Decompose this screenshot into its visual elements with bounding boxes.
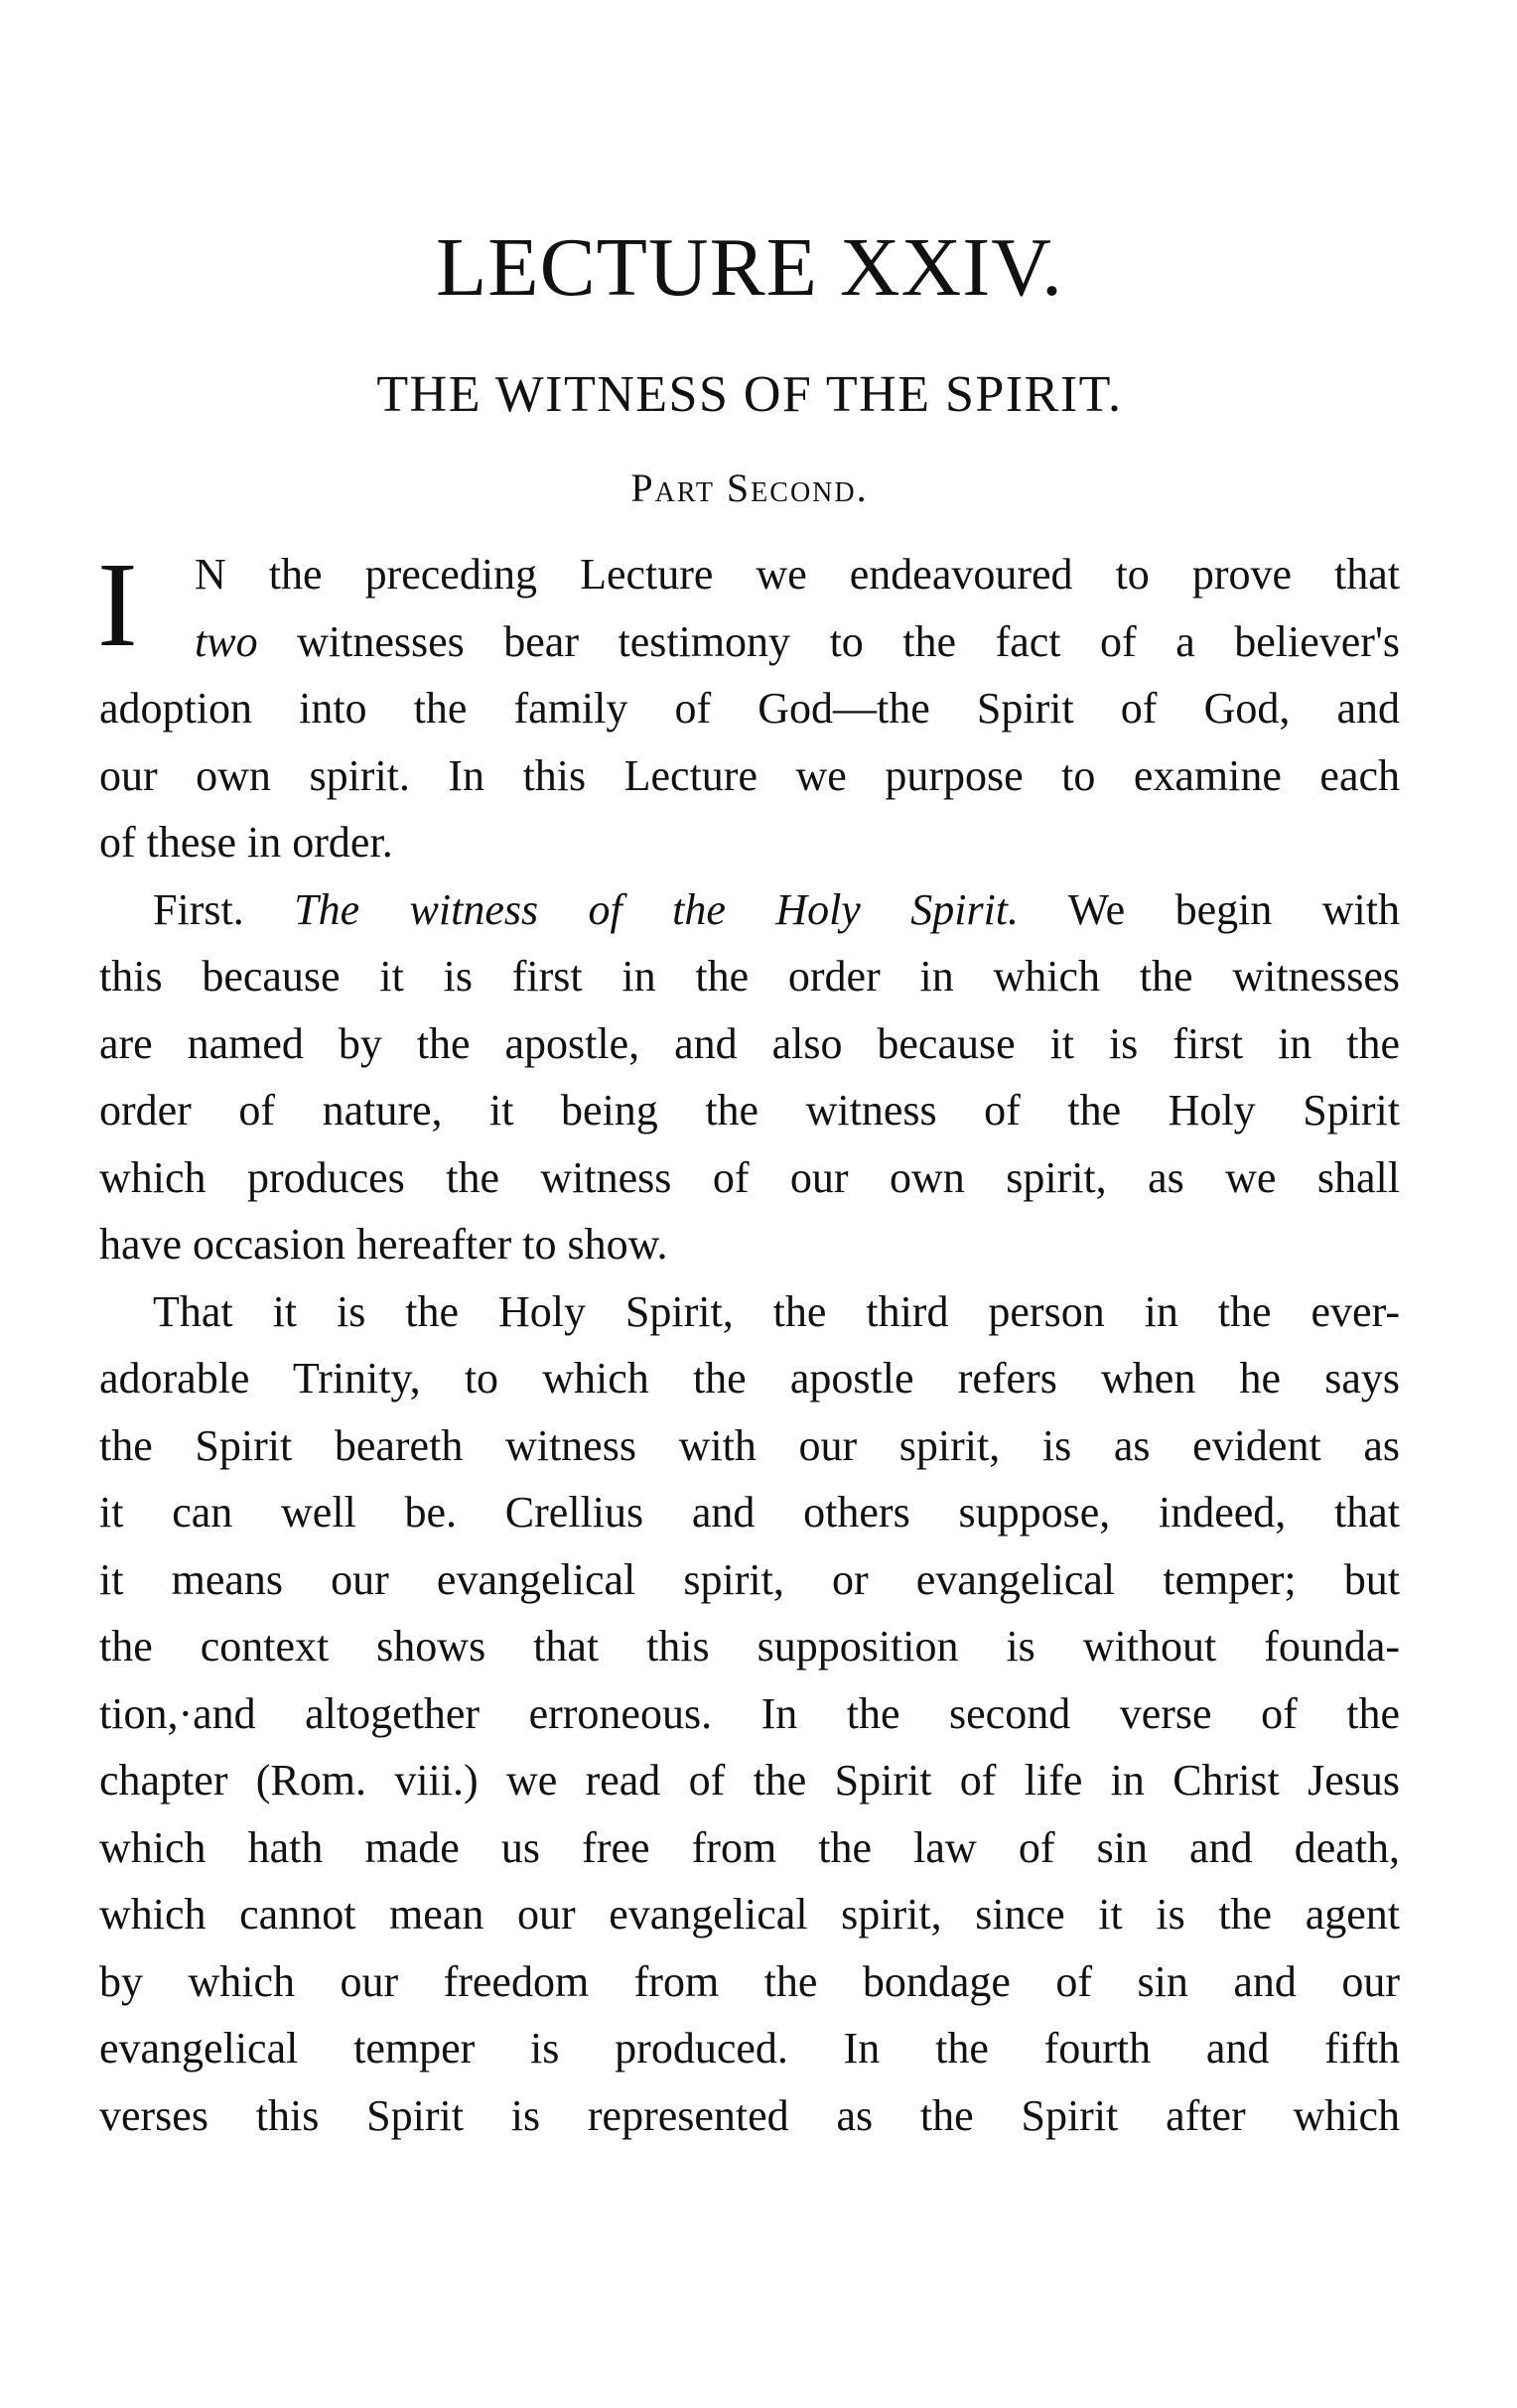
paragraph-3 xyxy=(99,1278,1400,2150)
text-line: two witnesses bear testimony to the fact of a believer's xyxy=(195,616,1400,666)
drop-cap: I xyxy=(97,538,138,672)
text-line: tion,·and altogether erroneous. In the second verse of the xyxy=(99,1688,1400,1738)
text-line: order of nature, it being the witness of the Holy Spirit xyxy=(99,1086,1400,1135)
paragraph-2 xyxy=(99,876,1400,1278)
text-line: That it is the Holy Spirit, the third person in the ever- xyxy=(153,1286,1400,1336)
text-line: N the preceding Lecture we endeavoured to prove that xyxy=(195,550,1400,599)
subject-title: THE WITNESS OF THE SPIRIT. xyxy=(376,366,1123,423)
paragraph-1 xyxy=(97,538,1400,876)
part-title: Part Second. xyxy=(630,466,869,510)
text-line: First. The witness of the Holy Spirit. We begin with xyxy=(153,884,1400,934)
text-line: chapter (Rom. viii.) we read of the Spirit of life in Christ Jesus xyxy=(99,1756,1400,1805)
text-line: verses this Spirit is represented as the Spirit after which xyxy=(99,2090,1400,2140)
text-line: which produces the witness of our own spirit, as we shall xyxy=(99,1152,1400,1202)
lecture-title: LECTURE XXIV. xyxy=(435,221,1064,314)
text-line: are named by the apostle, and also because it is first in the xyxy=(99,1018,1400,1068)
text-line: have occasion hereafter to show. xyxy=(99,1220,668,1269)
text-line: it means our evangelical spirit, or evangelical temper; but xyxy=(99,1554,1400,1604)
body-text xyxy=(97,538,1400,2149)
text-line: the context shows that this supposition is without founda- xyxy=(99,1622,1400,1671)
text-line: by which our freedom from the bondage of sin and our xyxy=(99,1956,1400,2006)
text-line: adorable Trinity, to which the apostle refers when he says xyxy=(99,1354,1400,1403)
text-line: it can well be. Crellius and others suppose, indeed, that xyxy=(99,1488,1400,1537)
text-line: which cannot mean our evangelical spirit, since it is the agent xyxy=(99,1890,1400,1939)
text-line: the Spirit beareth witness with our spirit, is as evident as xyxy=(99,1420,1400,1470)
text-line: of these in order. xyxy=(99,818,393,867)
text-line: adoption into the family of God—the Spirit of God, and xyxy=(99,684,1400,733)
text-line: this because it is first in the order in which the witnesses xyxy=(99,952,1400,1001)
book-page xyxy=(99,0,1400,2408)
text-line: which hath made us free from the law of sin and death, xyxy=(99,1822,1400,1872)
text-line: evangelical temper is produced. In the fourth and fifth xyxy=(99,2024,1400,2073)
text-line: our own spirit. In this Lecture we purpose to examine each xyxy=(99,750,1400,800)
